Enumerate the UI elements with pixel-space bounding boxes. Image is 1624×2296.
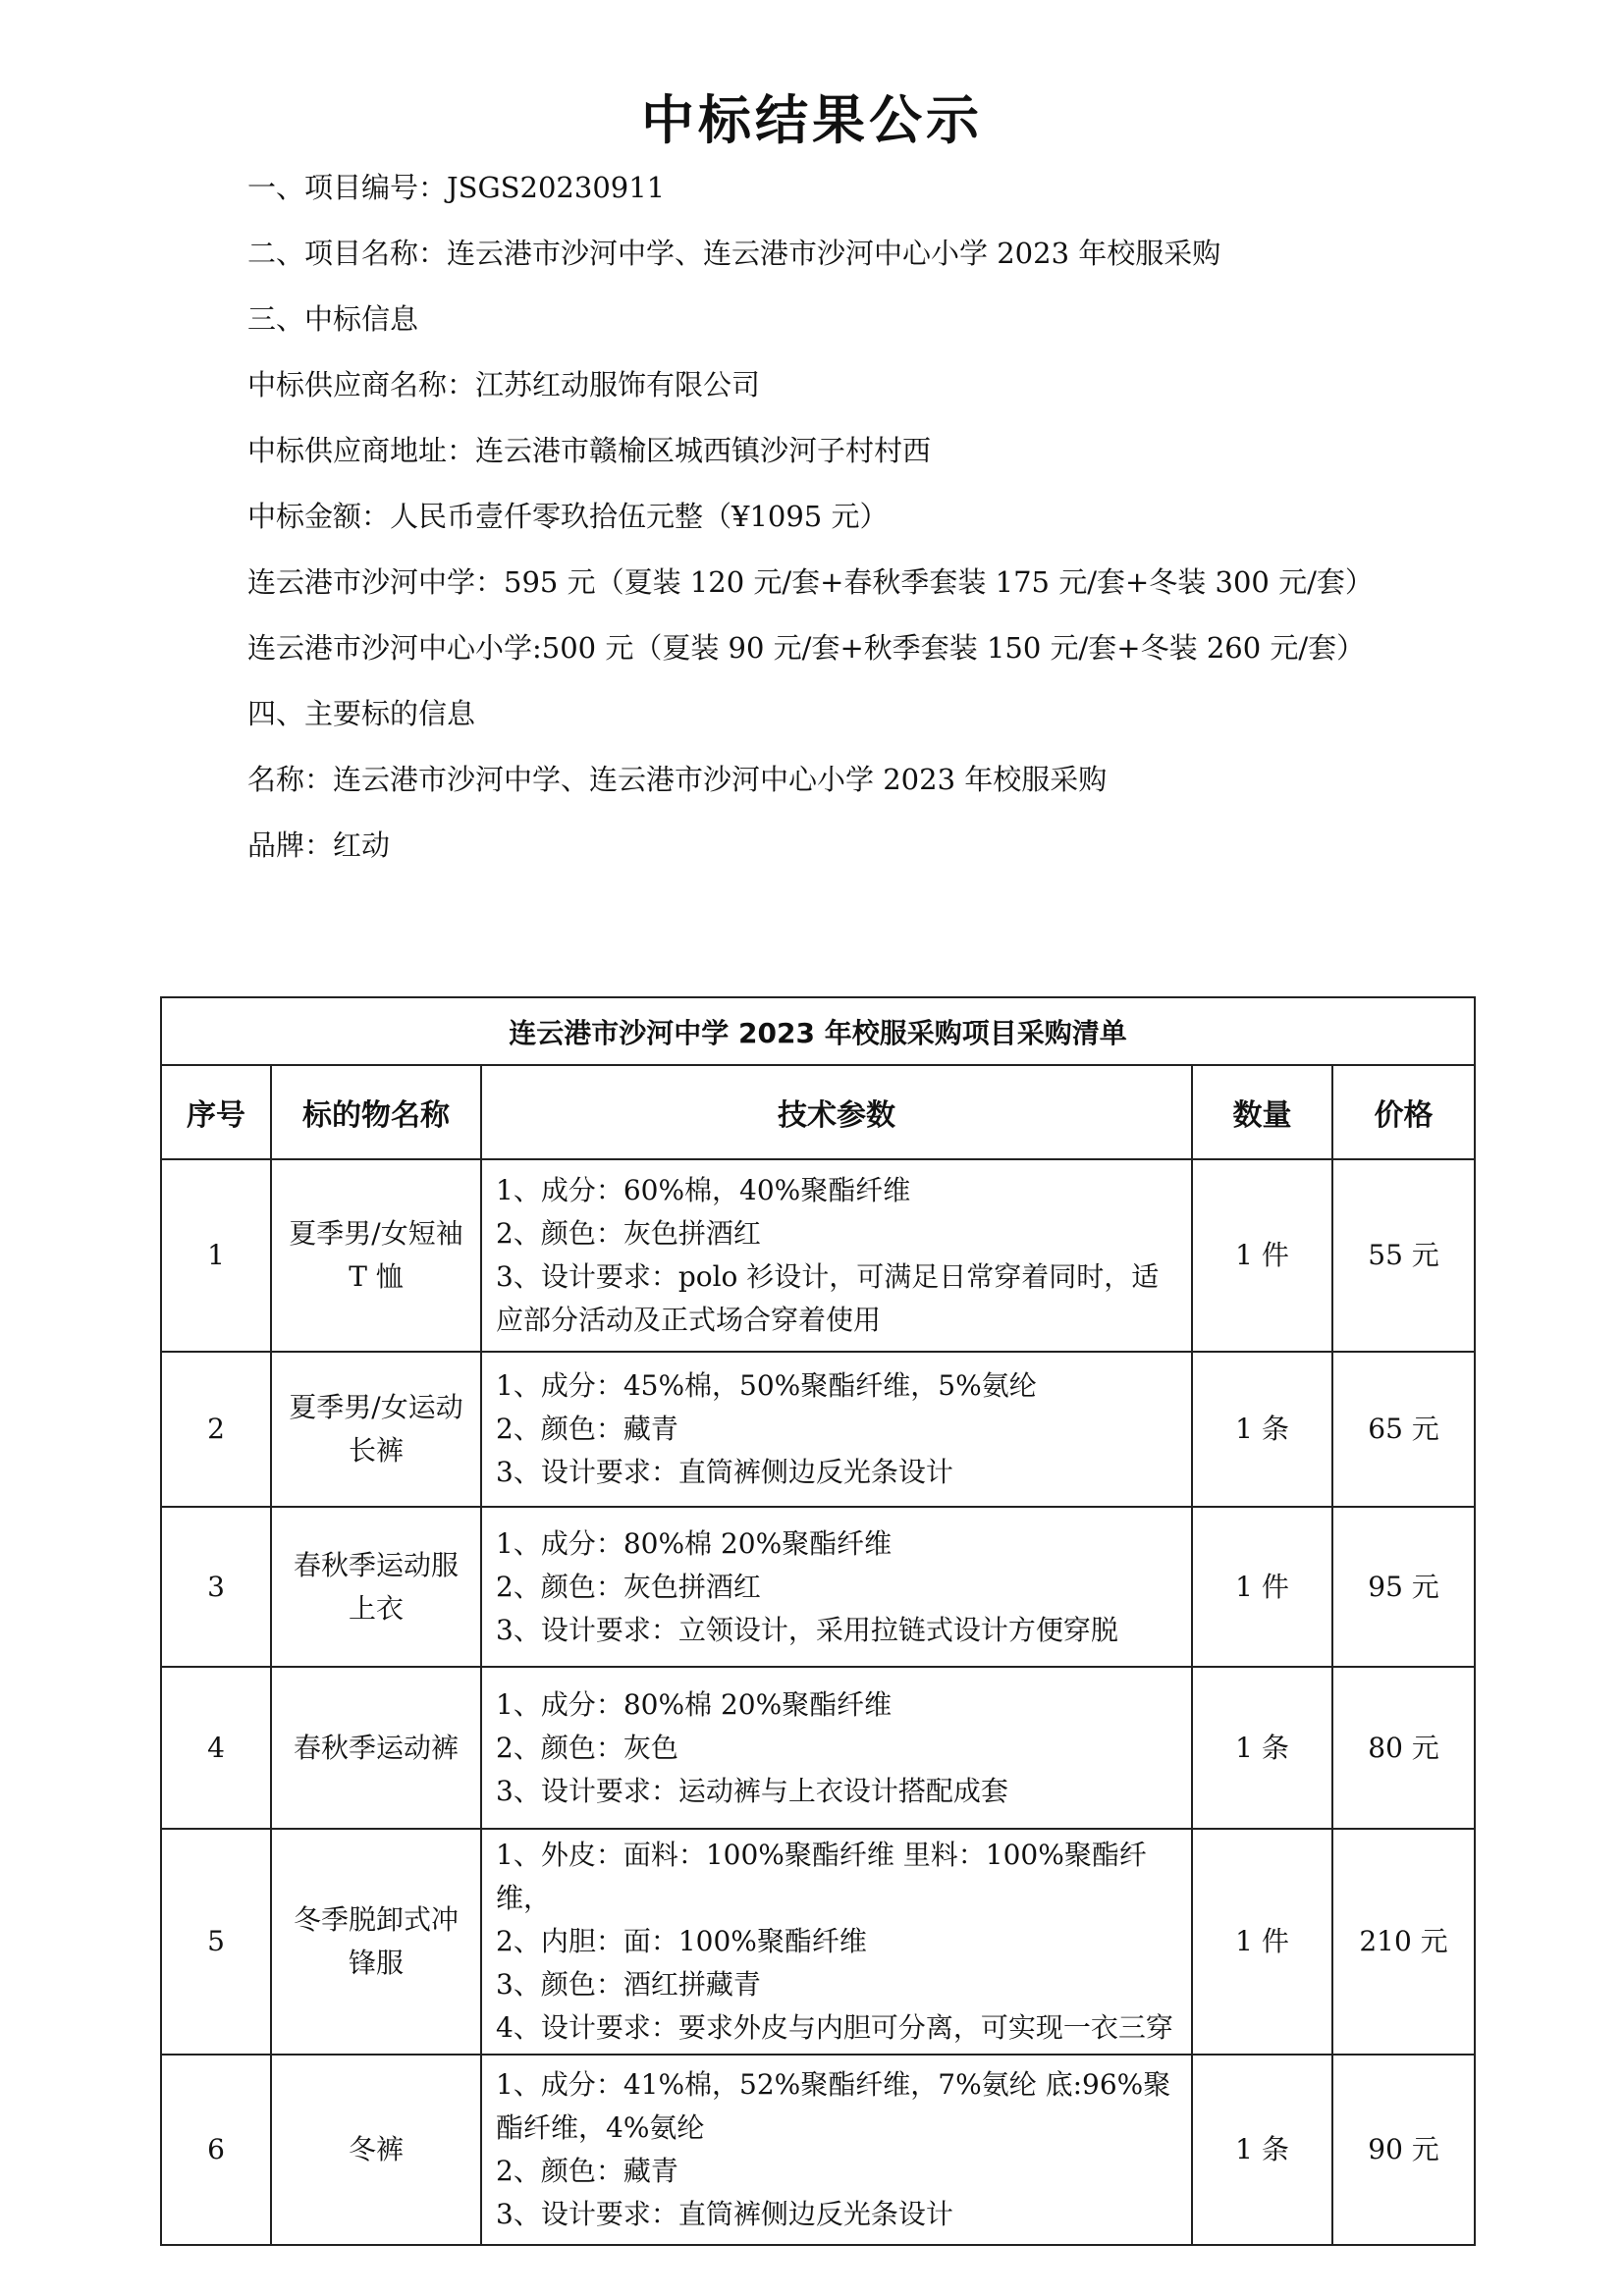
row-number: 6 [161, 2055, 271, 2245]
spec-line: 1、成分：45%棉，50%聚酯纤维，5%氨纶 [496, 1369, 1037, 1402]
row-quantity: 1 条 [1192, 2055, 1332, 2245]
project-name: 二、项目名称：连云港市沙河中学、连云港市沙河中心小学 2023 年校服采购 [247, 237, 1221, 270]
row-quantity: 1 件 [1192, 1829, 1332, 2055]
spec-line: 3、设计要求：直筒裤侧边反光条设计 [496, 2198, 953, 2230]
header-price: 价格 [1332, 1065, 1475, 1159]
spec-line: 1、成分：41%棉，52%聚酯纤维，7%氨纶 底:96%聚酯纤维，4%氨纶 [496, 2068, 1171, 2144]
header-item-name: 标的物名称 [271, 1065, 481, 1159]
row-specs [481, 2055, 1192, 2245]
row-price: 65 元 [1332, 1352, 1475, 1507]
row-price: 80 元 [1332, 1667, 1475, 1829]
winning-amount: 中标金额：人民币壹仟零玖拾伍元整（¥1095 元） [247, 500, 889, 533]
row-number: 3 [161, 1507, 271, 1667]
row-specs [481, 1159, 1192, 1352]
spec-line: 3、设计要求：polo 衫设计，可满足日常穿着同时，适应部分活动及正式场合穿着使用 [496, 1260, 1160, 1336]
row-price: 210 元 [1332, 1829, 1475, 2055]
project-info [247, 155, 1396, 879]
row-item-name: 春秋季运动服上衣 [271, 1507, 481, 1667]
spec-line: 3、颜色：酒红拼藏青 [496, 1968, 761, 2001]
table-row [161, 1507, 1475, 1667]
header-number: 序号 [161, 1065, 271, 1159]
project-number: 一、项目编号：JSGS20230911 [247, 171, 666, 204]
supplier-address: 中标供应商地址：连云港市赣榆区城西镇沙河子村村西 [247, 434, 932, 467]
page-title: 中标结果公示 [641, 89, 983, 151]
spec-line: 2、颜色：灰色拼酒红 [496, 1217, 761, 1250]
main-subject-heading: 四、主要标的信息 [247, 697, 476, 730]
brand: 品牌：红动 [247, 828, 391, 862]
supplier-name: 中标供应商名称：江苏红动服饰有限公司 [247, 368, 761, 401]
row-price: 55 元 [1332, 1159, 1475, 1352]
row-item-name: 夏季男/女短袖 T 恤 [271, 1159, 481, 1352]
table-row [161, 1352, 1475, 1507]
row-price: 90 元 [1332, 2055, 1475, 2245]
spec-line: 1、成分：80%棉 20%聚酯纤维 [496, 1526, 893, 1560]
row-number: 5 [161, 1829, 271, 2055]
spec-line: 4、设计要求：要求外皮与内胆可分离，可实现一衣三穿 [496, 2011, 1173, 2044]
row-quantity: 1 件 [1192, 1159, 1332, 1352]
spec-line: 2、颜色：藏青 [496, 1413, 678, 1445]
subject-name: 名称：连云港市沙河中学、连云港市沙河中心小学 2023 年校服采购 [247, 763, 1108, 796]
spec-line: 2、内胆：面：100%聚酯纤维 [496, 1925, 867, 1957]
spec-line: 3、设计要求：运动裤与上衣设计搭配成套 [496, 1774, 1008, 1807]
spec-line: 1、成分：60%棉，40%聚酯纤维 [496, 1174, 911, 1206]
row-number: 2 [161, 1352, 271, 1507]
row-specs [481, 1667, 1192, 1829]
spec-line: 2、颜色：藏青 [496, 2155, 678, 2187]
row-item-name: 夏季男/女运动长裤 [271, 1352, 481, 1507]
row-number: 4 [161, 1667, 271, 1829]
spec-line: 1、成分：80%棉 20%聚酯纤维 [496, 1687, 893, 1721]
table-row [161, 1829, 1475, 2055]
header-specs: 技术参数 [481, 1065, 1192, 1159]
row-quantity: 1 条 [1192, 1667, 1332, 1829]
middle-school-price: 连云港市沙河中学：595 元（夏装 120 元/套+春秋季套装 175 元/套+冬装 300 元/套） [247, 565, 1374, 599]
row-item-name: 冬裤 [271, 2055, 481, 2245]
winning-info-heading: 三、中标信息 [247, 302, 419, 336]
spec-line: 3、设计要求：直筒裤侧边反光条设计 [496, 1456, 953, 1488]
row-item-name: 春秋季运动裤 [271, 1667, 481, 1829]
header-quantity: 数量 [1192, 1065, 1332, 1159]
row-specs [481, 1829, 1192, 2055]
row-price: 95 元 [1332, 1507, 1475, 1667]
table-title: 连云港市沙河中学 2023 年校服采购项目采购清单 [161, 997, 1475, 1065]
spec-line: 1、外皮：面料：100%聚酯纤维 里料：100%聚酯纤维， [496, 1839, 1147, 1914]
primary-school-price: 连云港市沙河中心小学:500 元（夏装 90 元/套+秋季套装 150 元/套+冬装 260 元/套） [247, 631, 1366, 665]
row-number: 1 [161, 1159, 271, 1352]
table-row [161, 1667, 1475, 1829]
table-row [161, 2055, 1475, 2245]
spec-line: 2、颜色：灰色 [496, 1731, 678, 1764]
spec-line: 2、颜色：灰色拼酒红 [496, 1570, 761, 1603]
row-quantity: 1 件 [1192, 1507, 1332, 1667]
table-row [161, 1159, 1475, 1352]
row-item-name: 冬季脱卸式冲锋服 [271, 1829, 481, 2055]
row-quantity: 1 条 [1192, 1352, 1332, 1507]
row-specs [481, 1352, 1192, 1507]
spec-line: 3、设计要求：立领设计，采用拉链式设计方便穿脱 [496, 1613, 1118, 1646]
procurement-table [160, 996, 1476, 2246]
row-specs [481, 1507, 1192, 1667]
